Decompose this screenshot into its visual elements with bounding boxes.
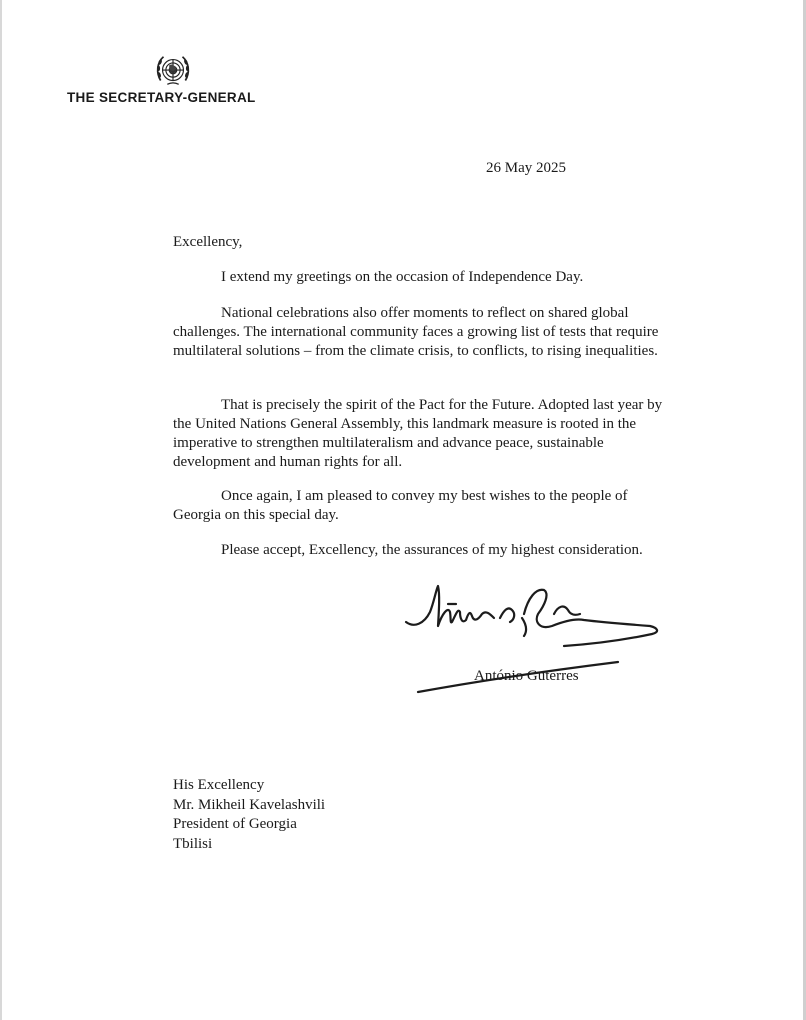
paragraph-text: National celebrations also offer moments to reflect on shared global challenges. The international community faces a growing list of tests that require multilateral solutions – from the climate crisis, to conflicts, to rising inequalities. bbox=[173, 305, 659, 359]
paragraph bbox=[173, 396, 673, 472]
addressee-block bbox=[173, 776, 325, 854]
paragraph bbox=[173, 268, 673, 287]
un-emblem-icon bbox=[154, 52, 192, 90]
addressee-line: His Excellency bbox=[173, 777, 265, 793]
paragraph-text: Please accept, Excellency, the assurances of my highest consideration. bbox=[221, 542, 643, 558]
paragraph-text: Once again, I am pleased to convey my best wishes to the people of Georgia on this special day. bbox=[173, 488, 628, 523]
addressee-line: Tbilisi bbox=[173, 835, 213, 852]
addressee-line: Mr. Mikheil Kavelashvili bbox=[173, 796, 326, 813]
paragraph bbox=[173, 487, 673, 525]
salutation: Excellency, bbox=[173, 234, 243, 250]
signer-name: António Guterres bbox=[474, 668, 579, 684]
addressee-line: President of Georgia bbox=[173, 816, 297, 832]
letterhead-title: THE SECRETARY-GENERAL bbox=[67, 90, 256, 105]
paragraph-text: That is precisely the spirit of the Pact for the Future. Adopted last year by the United Nations General Assembly, this landmark measure is rooted in the imperative to strengthen multilateralism and advance peace, sustainable development and human rights for all. bbox=[173, 397, 663, 470]
letter-date: 26 May 2025 bbox=[486, 160, 566, 176]
paragraph bbox=[173, 541, 673, 560]
paragraph bbox=[173, 304, 673, 361]
page-edge bbox=[0, 0, 2, 1020]
paragraph-text: I extend my greetings on the occasion of Independence Day. bbox=[221, 269, 584, 285]
